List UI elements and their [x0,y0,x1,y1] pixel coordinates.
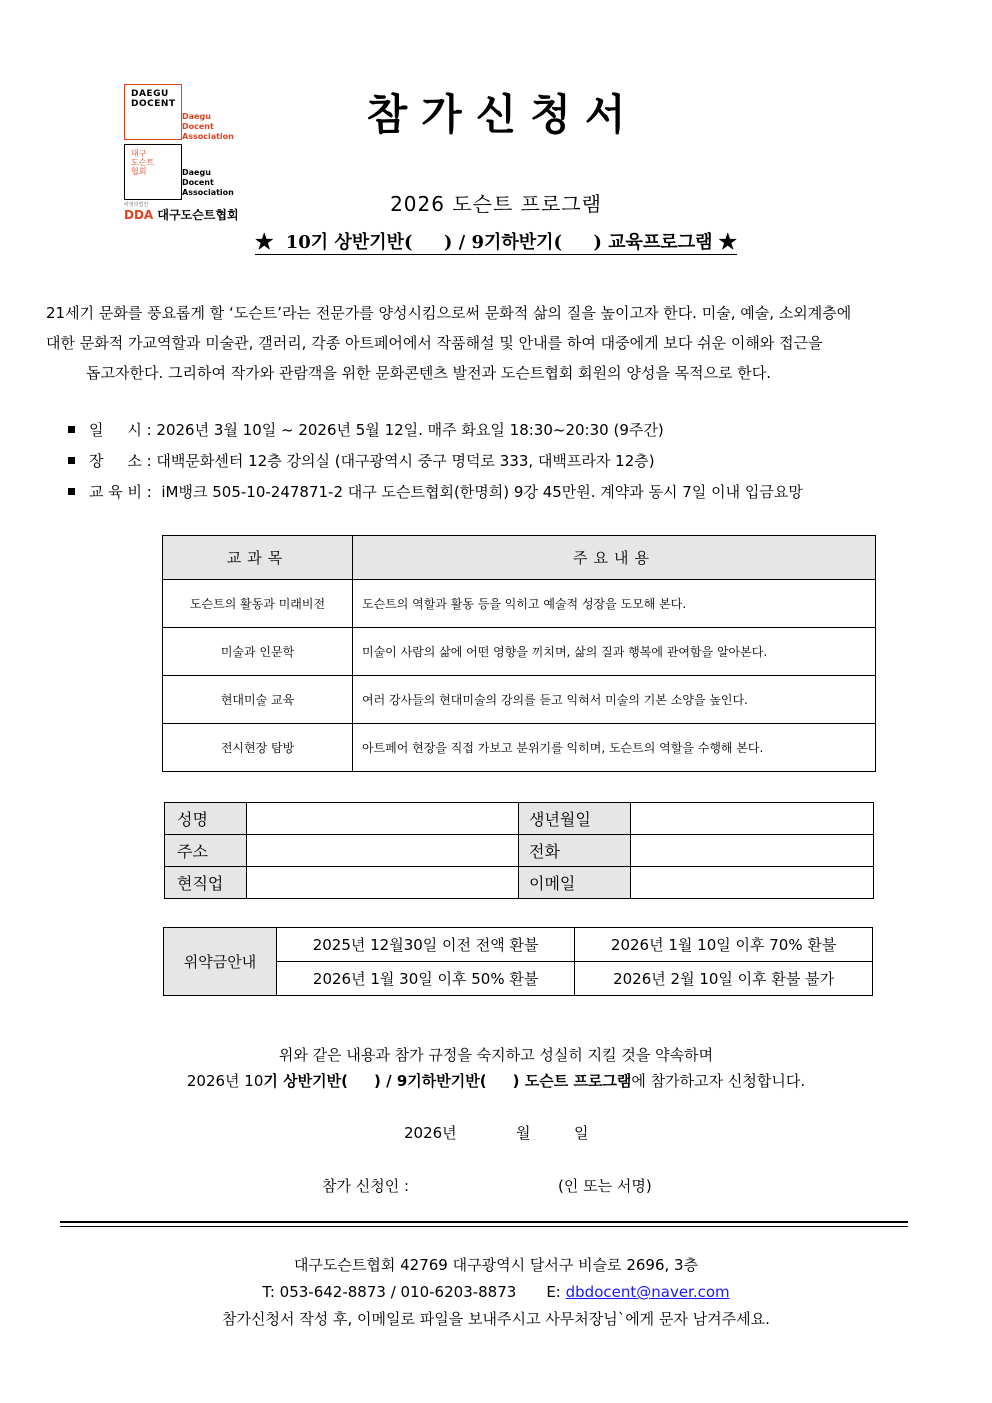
info-item-fee: 교 육 비 : iM뱅크 505-10-247871-2 대구 도슨트협회(한명희) 9강 45만원. 계약과 동시 7일 이내 입금요망 [68,476,803,507]
pledge-text: 위와 같은 내용과 참가 규정을 숙지하고 성실히 지킬 것을 약속하며 2026년 10기 상반기반( ) / 9기하반기반( ) 도슨트 프로그램에 참가하고자 신청합니다. [186,1046,806,1090]
bullet-icon [68,457,75,464]
info-item-date: 일 시 : 2026년 3월 10일 ~ 2026년 5월 12일. 매주 화요일 18:30~20:30 (9주간) [68,414,803,445]
address-label: 주소 [165,835,247,867]
applicant-form [164,802,874,899]
name-field[interactable] [247,803,519,835]
program-banner: ★ 10기 상반기반( ) / 9기하반기( ) 교육프로그램 ★ [255,232,737,253]
logo-tagline: 비영리법인 [124,202,149,208]
page-title: 참가신청서 [366,90,640,139]
job-label: 현직업 [165,867,247,899]
logo-box-daegu-docent: DAEGU DOCENT [124,84,182,140]
header-content: 주요내용 [353,536,876,580]
subject-cell: 전시현장 탐방 [163,724,353,772]
signature-stamp-label: (인 또는 서명) [558,1177,652,1195]
subject-cell: 현대미술 교육 [163,676,353,724]
logo-box-korean: 대구 도슨트 협회 [124,144,182,200]
name-label: 성명 [165,803,247,835]
content-cell: 도슨트의 역할과 활동 등을 익히고 예술적 성장을 도모해 본다. [353,580,876,628]
refund-rule: 2026년 1월 30일 이후 50% 환불 [277,962,575,996]
table-row [163,676,876,724]
birthdate-label: 생년월일 [519,803,631,835]
info-item-place: 장 소 : 대백문화센터 12층 강의실 (대구광역시 중구 명덕로 333, 대백프라자 12층) [68,445,803,476]
header-subject: 교과목 [163,536,353,580]
intro-paragraph: 21세기 문화를 풍요롭게 할 ‘도슨트’라는 전문가를 양성시킴으로써 문화적 삶의 질을 높이고자 한다. 미술, 예술, 소외계층에 대한 문화적 가교역할과 미술관, 갤러리, 각종 아트페어에서 작품해설 및 안내를 하여 대중에게 보다 쉬운 이해와 접근을 돕고자한다. 그리하여 작가와 관람객을 위한 문화콘텐츠 발전과 도슨트협회 회원의 양성을 목적으로 한다. [46,304,852,382]
table-row [163,628,876,676]
job-field[interactable] [247,867,519,899]
table-row [163,580,876,628]
content-cell: 아트페어 현장을 직접 가보고 분위기를 익히며, 도슨트의 역할을 수행해 본다. [353,724,876,772]
birthdate-field[interactable] [631,803,874,835]
subject-cell: 미술과 인문학 [163,628,353,676]
footer-contact: 대구도슨트협회 42769 대구광역시 달서구 비슬로 2696, 3층 T: 053-642-8873 / 010-6203-8873 E: dbdocent@naver.com 참가신청서 작성 후, 이메일로 파일을 보내주시고 사무처장님`에게 문자 남겨주세요. [222,1256,770,1328]
refund-policy-header: 위약금안내 [164,928,277,996]
phone-field[interactable] [631,835,874,867]
logo-dda: DDA 대구도슨트협회 [124,208,239,222]
content-cell: 여러 강사들의 현대미술의 강의를 듣고 익혀서 미술의 기본 소양을 높인다. [353,676,876,724]
content-cell: 미술이 사람의 삶에 어떤 영향을 끼치며, 삶의 질과 행복에 관여함을 알아본다. [353,628,876,676]
refund-rule: 2026년 2월 10일 이후 환불 불가 [575,962,873,996]
program-subtitle: 2026 도슨트 프로그램 [390,192,602,216]
table-header-row [163,536,876,580]
table-row [163,724,876,772]
address-field[interactable] [247,835,519,867]
phone-label: 전화 [519,835,631,867]
refund-rule: 2025년 12월30일 이전 전액 환불 [277,928,575,962]
subject-cell: 도슨트의 활동과 미래비전 [163,580,353,628]
email-field[interactable] [631,867,874,899]
curriculum-table [162,535,876,772]
bullet-icon [68,488,75,495]
email-link[interactable]: dbdocent@naver.com [565,1283,730,1301]
refund-rule: 2026년 1월 10일 이후 70% 환불 [575,928,873,962]
refund-policy-table [163,927,873,996]
info-list [68,414,803,507]
logo: DAEGU DOCENT Daegu Docent Association 대구 도슨트 협회 Daegu Docent Association 비영리법인 DDA 대구도슨트협회 [120,82,250,222]
email-label: 이메일 [519,867,631,899]
divider [60,1221,908,1227]
bullet-icon [68,426,75,433]
